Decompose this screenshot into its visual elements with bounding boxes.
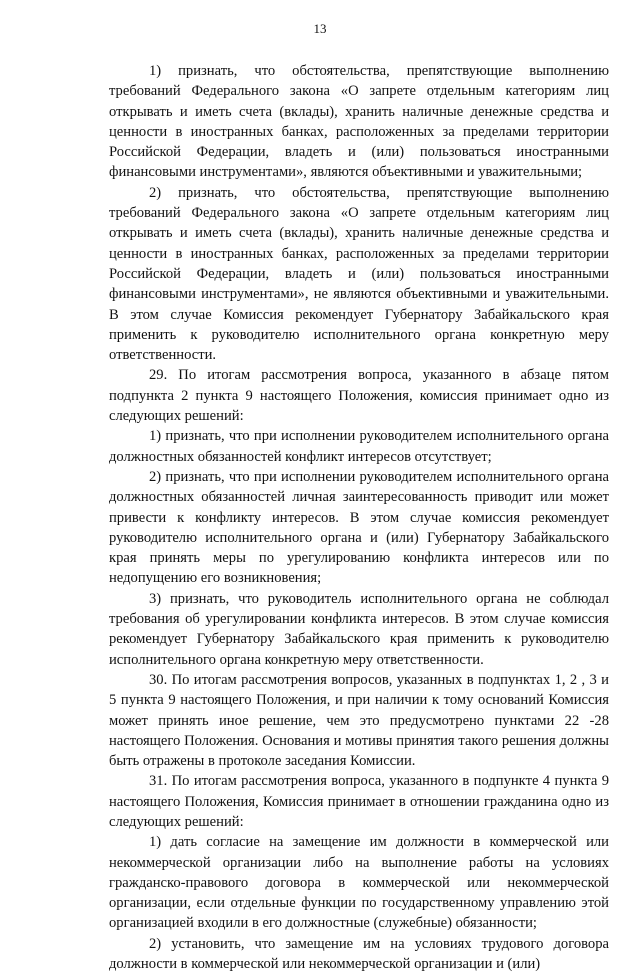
paragraph: 2) признать, что при исполнении руководителем исполнительного органа должностных обязанностей личная заинтересованность приводит или может привести к конфликту интересов. В этом случае комиссия рекомендует руководителю исполнительного органа и (или) Губернатору Забайкальского края принять меры по урегулированию конфликта интересов или по недопущению его возникновения; <box>109 468 609 587</box>
paragraph: 31. По итогам рассмотрения вопроса, указанного в подпункте 4 пункта 9 настоящего Положения, Комиссия принимает в отношении гражданина одно из следующих решений: <box>109 773 609 830</box>
paragraph: 1) признать, что обстоятельства, препятствующие выполнению требований Федерального закона «О запрете отдельным категориям лиц открывать и иметь счета (вклады), хранить наличные денежные средства и ценности в иностранных банках, расположенных за пределами территории Российской Федерации, владеть и (или) пользоваться иностранными финансовыми инструментами», являются объективными и уважительными; <box>109 63 609 181</box>
paragraph: 1) дать согласие на замещение им должности в коммерческой или некоммерческой организации либо на выполнение работы на условиях гражданско-правового договора в коммерческой или некоммерческой организации, если отдельные функции по государственному управлению этой организацией входили в его должностные (служебные) обязанности; <box>109 834 609 932</box>
paragraph: 29. По итогам рассмотрения вопроса, указанного в абзаце пятом подпункта 2 пункта 9 настоящего Положения, комиссия принимает одно из следующих решений: <box>109 367 609 425</box>
paragraph: 1) признать, что при исполнении руководителем исполнительного органа должностных обязанностей конфликт интересов отсутствует; <box>109 428 609 465</box>
page-number: 13 <box>313 21 327 36</box>
paragraph: 3) признать, что руководитель исполнительного органа не соблюдал требования об урегулировании конфликта интересов. В этом случае комиссия рекомендует Губернатору Забайкальского края применить к руководителю исполнительного органа конкретную меру ответственности. <box>109 590 609 668</box>
document-body <box>109 61 609 974</box>
paragraph: 2) признать, что обстоятельства, препятствующие выполнению требований Федерального закона «О запрете отдельным категориям лиц открывать и иметь счета (вклады), хранить наличные денежные средства и ценности в иностранных банках, расположенных за пределами территории Российской Федерации, владеть и (или) пользоваться иностранными финансовыми инструментами», не являются объективными и уважительными. В этом случае Комиссия рекомендует Губернатору Забайкальского края применить к руководителю исполнительного органа конкретную меру ответственности. <box>109 184 609 364</box>
paragraph: 30. По итогам рассмотрения вопросов, указанных в подпунктах 1, 2 , 3 и 5 пункта 9 настоящего Положения, и при наличии к тому оснований Комиссия может принять иное решение, чем это предусмотрено пунктами 22 -28 настоящего Положения. Основания и мотивы принятия такого решения должны быть отражены в протоколе заседания Комиссии. <box>109 671 609 770</box>
paragraph: 2) установить, что замещение им на условиях трудового договора должности в коммерческой или некоммерческой организации и (или) <box>109 935 609 973</box>
